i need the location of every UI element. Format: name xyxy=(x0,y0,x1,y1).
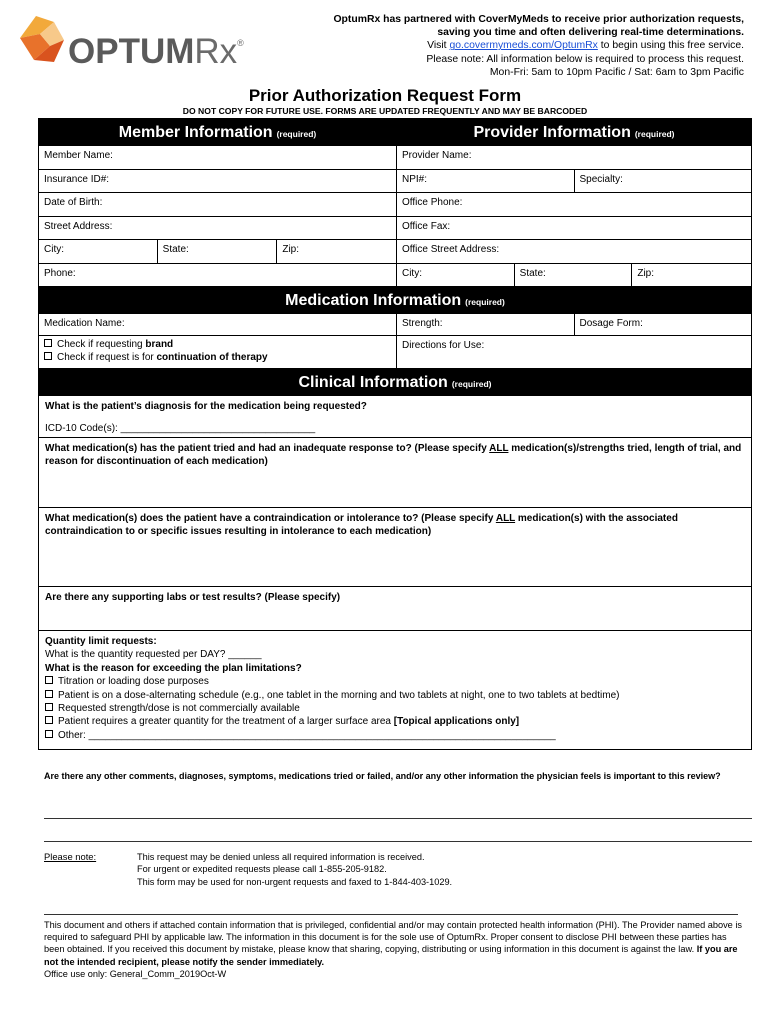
form-row xyxy=(39,336,751,369)
npi-field[interactable]: NPI#: xyxy=(397,170,575,192)
form-row xyxy=(39,631,751,749)
office-use-code: Office use only: General_Comm_2019Oct-W xyxy=(44,968,227,979)
brand-continuation-checks xyxy=(39,336,397,368)
icd10-codes-line[interactable]: ICD-10 Code(s): ___________________________________ xyxy=(45,423,316,434)
please-note-text xyxy=(137,851,452,888)
strength-field[interactable]: Strength: xyxy=(397,314,575,335)
note-line-3: This form may be used for non-urgent requests and faxed to 1-844-403-1029. xyxy=(137,876,453,887)
covermymeds-link[interactable]: go.covermymeds.com/OptumRx xyxy=(449,40,598,52)
member-state-field[interactable]: State: xyxy=(158,240,278,263)
form-row xyxy=(39,193,751,217)
form-row xyxy=(39,170,751,193)
contraindication-field[interactable]: What medication(s) does the patient have a contraindication or intolerance to? (Please specify ALL medication(s) with the associated contraindication to or specific issues resulting in intolerance to each medication) xyxy=(45,513,678,537)
form-row xyxy=(39,508,751,587)
confidentiality-text: This document and others if attached contain information that is privileged, confidential and/or may contain protected health information (PHI). The Provider named above is required to safeguard PHI by applicable law. The information in this document is for the sole use of OptumRx. Proper consent to disclose PHI between these parties has been obtained. If you received this document by mistake, please know that sharing, copying, distributing or using information in this document is against the law. If you are not the intended recipient, please notify the sender immediately. xyxy=(44,920,742,967)
member-city-field[interactable]: City: xyxy=(39,240,158,263)
medication-name-field[interactable]: Medication Name: xyxy=(39,314,397,335)
optum-logo-mark-icon xyxy=(14,12,70,68)
titration-option[interactable]: Titration or loading dose purposes xyxy=(45,675,745,688)
diagnosis-question: What is the patient’s diagnosis for the medication being requested? xyxy=(45,401,367,412)
checkbox-icon[interactable] xyxy=(45,730,53,738)
dose-alternating-option[interactable]: Patient is on a dose-alternating schedule (e.g., one tablet in the morning and two tablets at night, one to two tablets at bedtime) xyxy=(45,689,745,702)
section-header-row xyxy=(39,369,751,396)
office-street-address-field[interactable]: Office Street Address: xyxy=(402,244,500,255)
notice-line-2: saving you time and often delivering real-time determinations. xyxy=(437,27,744,39)
comments-question: Are there any other comments, diagnoses, symptoms, medications tried or failed, and/or any other information the physician feels is important to this review? xyxy=(44,771,721,781)
comments-line-1[interactable] xyxy=(44,818,752,819)
form-row xyxy=(39,264,751,287)
form-row xyxy=(39,217,751,240)
please-note-label: Please note: xyxy=(44,851,97,862)
provider-zip-field[interactable]: Zip: xyxy=(637,268,655,279)
form-row xyxy=(39,314,751,336)
checkbox-icon[interactable] xyxy=(45,703,53,711)
logo-wordmark: OPTUMRx® xyxy=(68,32,244,71)
member-name-field[interactable]: Member Name: xyxy=(39,146,397,169)
tried-medications-field[interactable]: What medication(s) has the patient tried and had an inadequate response to? (Please specify ALL medication(s)/strengths tried, length of trial, and reason for discontinuation of each medication) xyxy=(45,443,742,467)
form-row xyxy=(39,146,751,170)
surface-area-option[interactable]: Patient requires a greater quantity for the treatment of a larger surface area [Topical applications only] xyxy=(45,715,745,728)
checkbox-icon[interactable] xyxy=(44,352,52,360)
checkbox-icon[interactable] xyxy=(45,716,53,724)
quantity-limit-section xyxy=(39,631,751,749)
provider-name-field[interactable]: Provider Name: xyxy=(402,150,472,161)
checkbox-icon[interactable] xyxy=(45,676,53,684)
office-phone-field[interactable]: Office Phone: xyxy=(402,197,463,208)
specialty-field[interactable]: Specialty: xyxy=(579,174,623,185)
medication-info-header: Medication Information (required) xyxy=(39,287,751,313)
provider-city-field[interactable]: City: xyxy=(397,264,515,286)
form-row xyxy=(39,438,751,508)
diagnosis-field[interactable] xyxy=(39,396,751,437)
member-phone-field[interactable]: Phone: xyxy=(39,264,397,286)
notice-hours: Mon-Fri: 5am to 10pm Pacific / Sat: 6am to 3pm Pacific xyxy=(489,66,744,78)
form-title: Prior Authorization Request Form xyxy=(248,86,522,105)
notice-line-1: OptumRx has partnered with CoverMyMeds to receive prior authorization requests, xyxy=(333,14,744,25)
footer-divider xyxy=(44,914,738,915)
provider-state-field[interactable]: State: xyxy=(515,264,633,286)
note-line-1: This request may be denied unless all required information is received. xyxy=(137,852,425,862)
optumrx-logo xyxy=(14,8,244,78)
quantity-reason-question: What is the reason for exceeding the plan limitations? xyxy=(45,662,302,674)
checkbox-icon[interactable] xyxy=(45,690,53,698)
notice-line-4: Please note: All information below is required to process this request. xyxy=(426,53,744,65)
strength-unavailable-option[interactable]: Requested strength/dose is not commercially available xyxy=(45,702,745,715)
confidentiality-footer xyxy=(44,919,744,980)
form-subtitle: DO NOT COPY FOR FUTURE USE. FORMS ARE UPDATED FREQUENTLY AND MAY BE BARCODED xyxy=(182,106,588,116)
directions-for-use-field[interactable]: Directions for Use: xyxy=(402,340,485,351)
note-line-2: For urgent or expedited requests please call 1-855-205-9182. xyxy=(137,864,387,875)
form-row xyxy=(39,587,751,631)
quantity-per-day-line[interactable]: What is the quantity requested per DAY? ______ xyxy=(45,649,262,661)
member-zip-field[interactable]: Zip: xyxy=(277,240,397,263)
brand-checkbox-row[interactable]: Check if requesting brand xyxy=(44,338,391,351)
other-option[interactable]: Other: ____________________________________________________________________________________ xyxy=(45,729,745,742)
form-row xyxy=(39,240,751,264)
office-fax-field[interactable]: Office Fax: xyxy=(402,221,451,232)
supporting-labs-field[interactable]: Are there any supporting labs or test results? (Please specify) xyxy=(45,592,341,603)
dosage-form-field[interactable]: Dosage Form: xyxy=(579,318,643,329)
insurance-id-field[interactable]: Insurance ID#: xyxy=(39,170,397,192)
street-address-field[interactable]: Street Address: xyxy=(39,217,397,239)
covermymeds-notice xyxy=(274,13,744,79)
form-row xyxy=(39,396,751,438)
quantity-limit-title: Quantity limit requests: xyxy=(45,636,157,647)
comments-line-2[interactable] xyxy=(44,841,752,842)
member-info-header: Member Information (required) xyxy=(39,119,397,145)
clinical-info-header: Clinical Information (required) xyxy=(39,369,751,395)
prior-auth-form xyxy=(38,118,752,750)
continuation-checkbox-row[interactable]: Check if request is for continuation of therapy xyxy=(44,351,391,364)
provider-info-header: Provider Information (required) xyxy=(397,119,751,145)
checkbox-icon[interactable] xyxy=(44,339,52,347)
section-header-row xyxy=(39,119,751,146)
date-of-birth-field[interactable]: Date of Birth: xyxy=(39,193,397,216)
notice-line-3: Visit go.covermymeds.com/OptumRx to begin using this free service. xyxy=(427,40,744,52)
section-header-row xyxy=(39,287,751,314)
